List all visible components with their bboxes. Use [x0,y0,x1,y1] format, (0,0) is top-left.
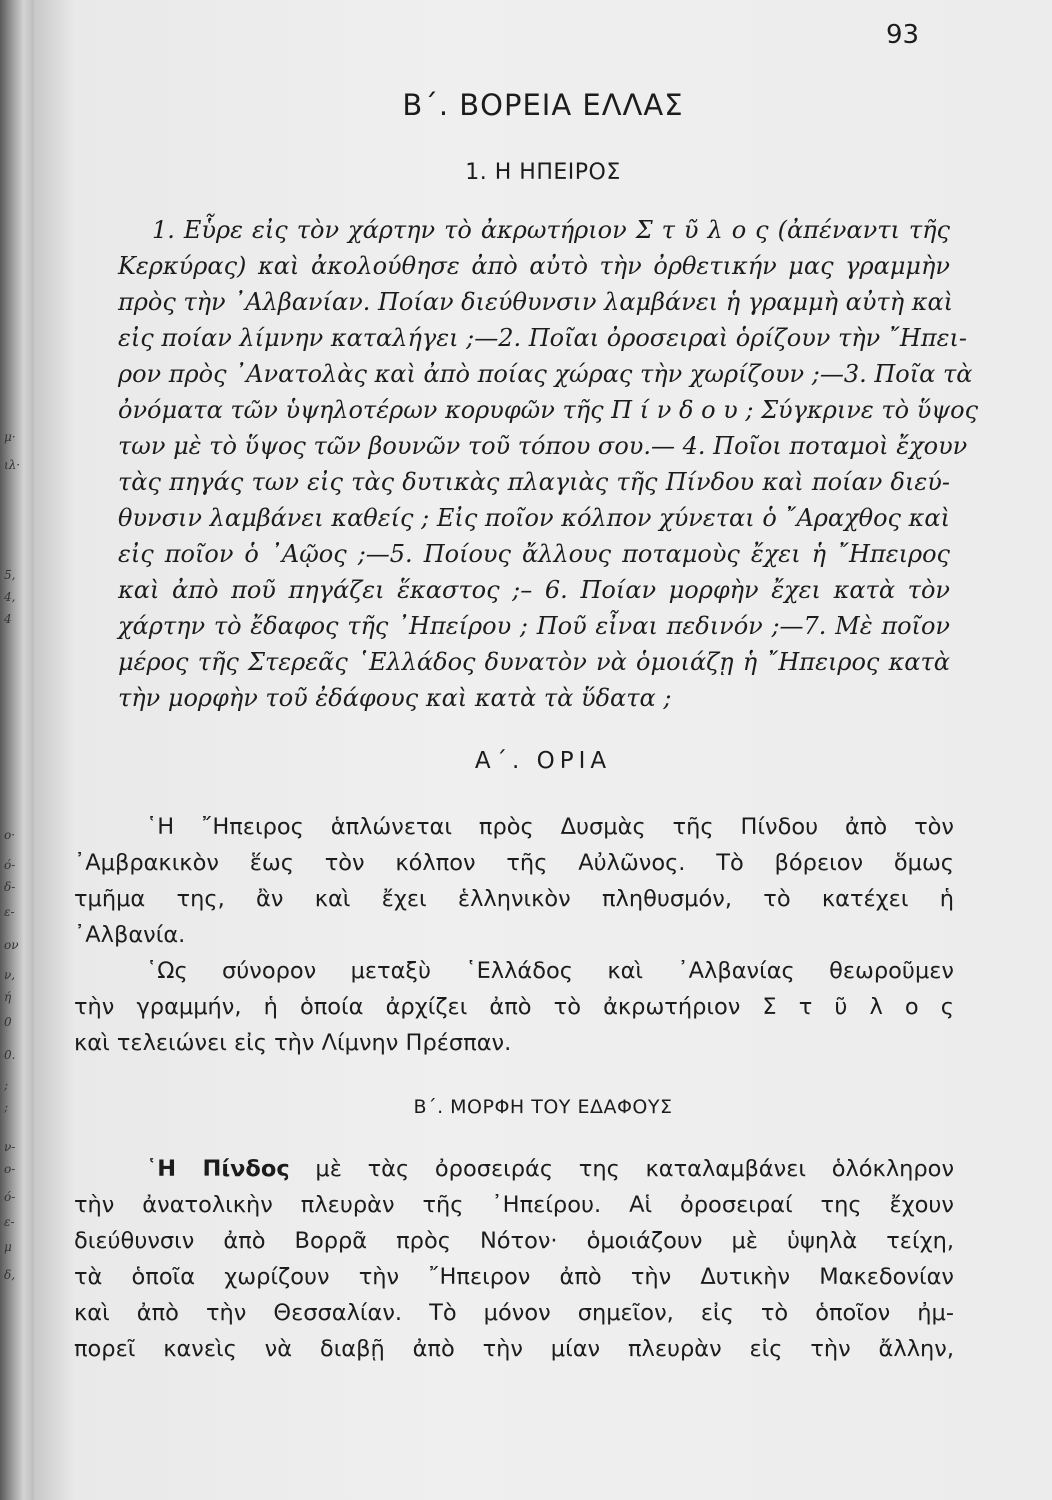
spine-mark: ον [4,938,19,952]
section-title: 1. Η ΗΠΕΙΡΟΣ [465,160,621,185]
spine-mark: 4 [4,612,12,626]
body-line [74,1156,954,1182]
spine-mark: 5, [4,568,16,582]
exercise-line: των μὲ τὸ ὕψος τῶν βουνῶν τοῦ τόπου σου.— 4. Ποῖοι ποταμοὶ ἔχουν [118,432,968,460]
exercise-line: τὴν μορφὴν τοῦ ἐδάφους καὶ κατὰ τὰ ὕδατα ; [118,684,672,712]
exercise-line: τὰς πηγάς των εἰς τὰς δυτικὰς πλαγιὰς τῆς Πίνδου καὶ ποίαν διεύ- [118,468,950,496]
spine-mark: ; [4,1100,9,1114]
body-text: μὲ τὰς ὀροσειράς της καταλαμβάνει ὁλόκληρον [289,1156,955,1182]
spine-mark: ; [4,1078,9,1092]
spine-mark: μ [4,1240,12,1254]
body-line: ῾Η ῎Ηπειρος ἁπλώνεται πρὸς Δυσμὰς τῆς Πίνδου ἀπὸ τὸν [146,814,954,840]
spine-mark: ε- [4,905,15,919]
body-line: πορεῖ κανεὶς νὰ διαβῇ ἀπὸ τὴν μίαν πλευρὰν εἰς τὴν ἄλλην, [74,1336,954,1362]
spine-mark: ν, [4,968,16,982]
body-line: καὶ τελειώνει εἰς τὴν Λίμνην Πρέσπαν. [74,1030,512,1056]
exercise-line: πρὸς τὴν ᾽Αλβανίαν. Ποίαν διεύθυνσιν λαμβάνει ἡ γραμμὴ αὐτὴ καὶ [118,288,954,316]
spine-mark: ο- [4,1162,16,1176]
spine-mark: 0 [4,1015,12,1029]
spine-mark: 0. [4,1048,16,1062]
spine-mark: ό- [4,858,16,872]
body-line: ᾽Αλβανία. [74,922,186,948]
spine-mark: ε- [4,1215,15,1229]
spine-mark: δ, [4,1268,16,1282]
body-line: ᾽Αμβρακικὸν ἕως τὸν κόλπον τῆς Αὐλῶνος. Τὸ βόρειον ὅμως [74,850,954,876]
exercise-line: εἰς ποῖον ὁ ᾽Αῷος ;—5. Ποίους ἄλλους ποταμοὺς ἔχει ἡ ῎Ηπειρος [118,540,950,568]
book-spine-gutter [0,0,34,1500]
spine-mark: δ- [4,880,16,894]
bold-term: ῾Η Πίνδος [146,1156,290,1182]
spine-mark: ή [4,990,12,1004]
exercise-line: μέρος τῆς Στερεᾶς ῾Ελλάδος δυνατὸν νὰ ὁμοιάζῃ ἡ ῎Ηπειρος κατὰ [118,648,950,676]
spine-mark: μ· [4,430,16,444]
exercise-line: εἰς ποίαν λίμνην καταλήγει ;—2. Ποῖαι ὀροσειραὶ ὁρίζουν τὴν ῎Ηπει- [118,324,967,352]
book-page [34,0,1052,1500]
body-line: ῾Ως σύνορον μεταξὺ ῾Ελλάδος καὶ ᾽Αλβανίας θεωροῦμεν [146,958,954,984]
spine-mark: ν- [4,1140,16,1154]
exercise-line: 1. Εὗρε εἰς τὸν χάρτην τὸ ἀκρωτήριον Σ τ ῦ λ ο ς (ἀπέναντι τῆς [152,216,950,244]
body-line: τὴν ἀνατολικὴν πλευρὰν τῆς ᾽Ηπείρου. Αἱ ὀροσειραί της ἔχουν [74,1192,954,1218]
spine-mark: ιλ· [4,458,21,472]
body-line: τὴν γραμμήν, ἡ ὁποία ἀρχίζει ἀπὸ τὸ ἀκρωτήριον Σ τ ῦ λ ο ς [74,994,954,1020]
exercise-line: Κερκύρας) καὶ ἀκολούθησε ἀπὸ αὐτὸ τὴν ὀρθετικήν μας γραμμὴν [118,252,950,280]
exercise-line: ὀνόματα τῶν ὑψηλοτέρων κορυφῶν τῆς Π ί ν δ ο υ ; Σύγκρινε τὸ ὕψος [118,396,979,424]
body-line: τὰ ὁποῖα χωρίζουν τὴν ῎Ηπειρον ἀπὸ τὴν Δυτικὴν Μακεδονίαν [74,1264,954,1290]
page-number: 93 [886,20,920,50]
subsection-title-terrain: Β΄. ΜΟΡΦΗ ΤΟΥ ΕΔΑΦΟΥΣ [413,1096,673,1118]
exercise-line: θυνσιν λαμβάνει καθείς ; Εἰς ποῖον κόλπον χύνεται ὁ ῎Αραχθος καὶ [118,504,950,532]
exercise-line: καὶ ἀπὸ ποῦ πηγάζει ἕκαστος ;– 6. Ποίαν μορφὴν ἔχει κατὰ τὸν [118,576,950,604]
chapter-title: Β΄. ΒΟΡΕΙΑ ΕΛΛΑΣ [402,88,684,122]
subsection-title-borders: Α΄. ΟΡΙΑ [474,748,612,774]
body-line: διεύθυνσιν ἀπὸ Βορρᾶ πρὸς Νότον· ὁμοιάζουν μὲ ὑψηλὰ τείχη, [74,1228,954,1254]
exercise-line: ρον πρὸς ᾽Ανατολὰς καὶ ἀπὸ ποίας χώρας τὴν χωρίζουν ;—3. Ποῖα τὰ [118,360,973,388]
spine-mark: ό- [4,1190,16,1204]
body-line: τμῆμα της, ἂν καὶ ἔχει ἑλληνικὸν πληθυσμόν, τὸ κατέχει ἡ [74,886,954,912]
spine-mark: ο· [4,828,16,842]
exercise-line: χάρτην τὸ ἔδαφος τῆς ᾽Ηπείρου ; Ποῦ εἶναι πεδινόν ;—7. Μὲ ποῖον [118,612,950,640]
spine-mark: 4, [4,590,16,604]
body-line: καὶ ἀπὸ τὴν Θεσσαλίαν. Τὸ μόνον σημεῖον, εἰς τὸ ὁποῖον ἠμ- [74,1300,954,1326]
